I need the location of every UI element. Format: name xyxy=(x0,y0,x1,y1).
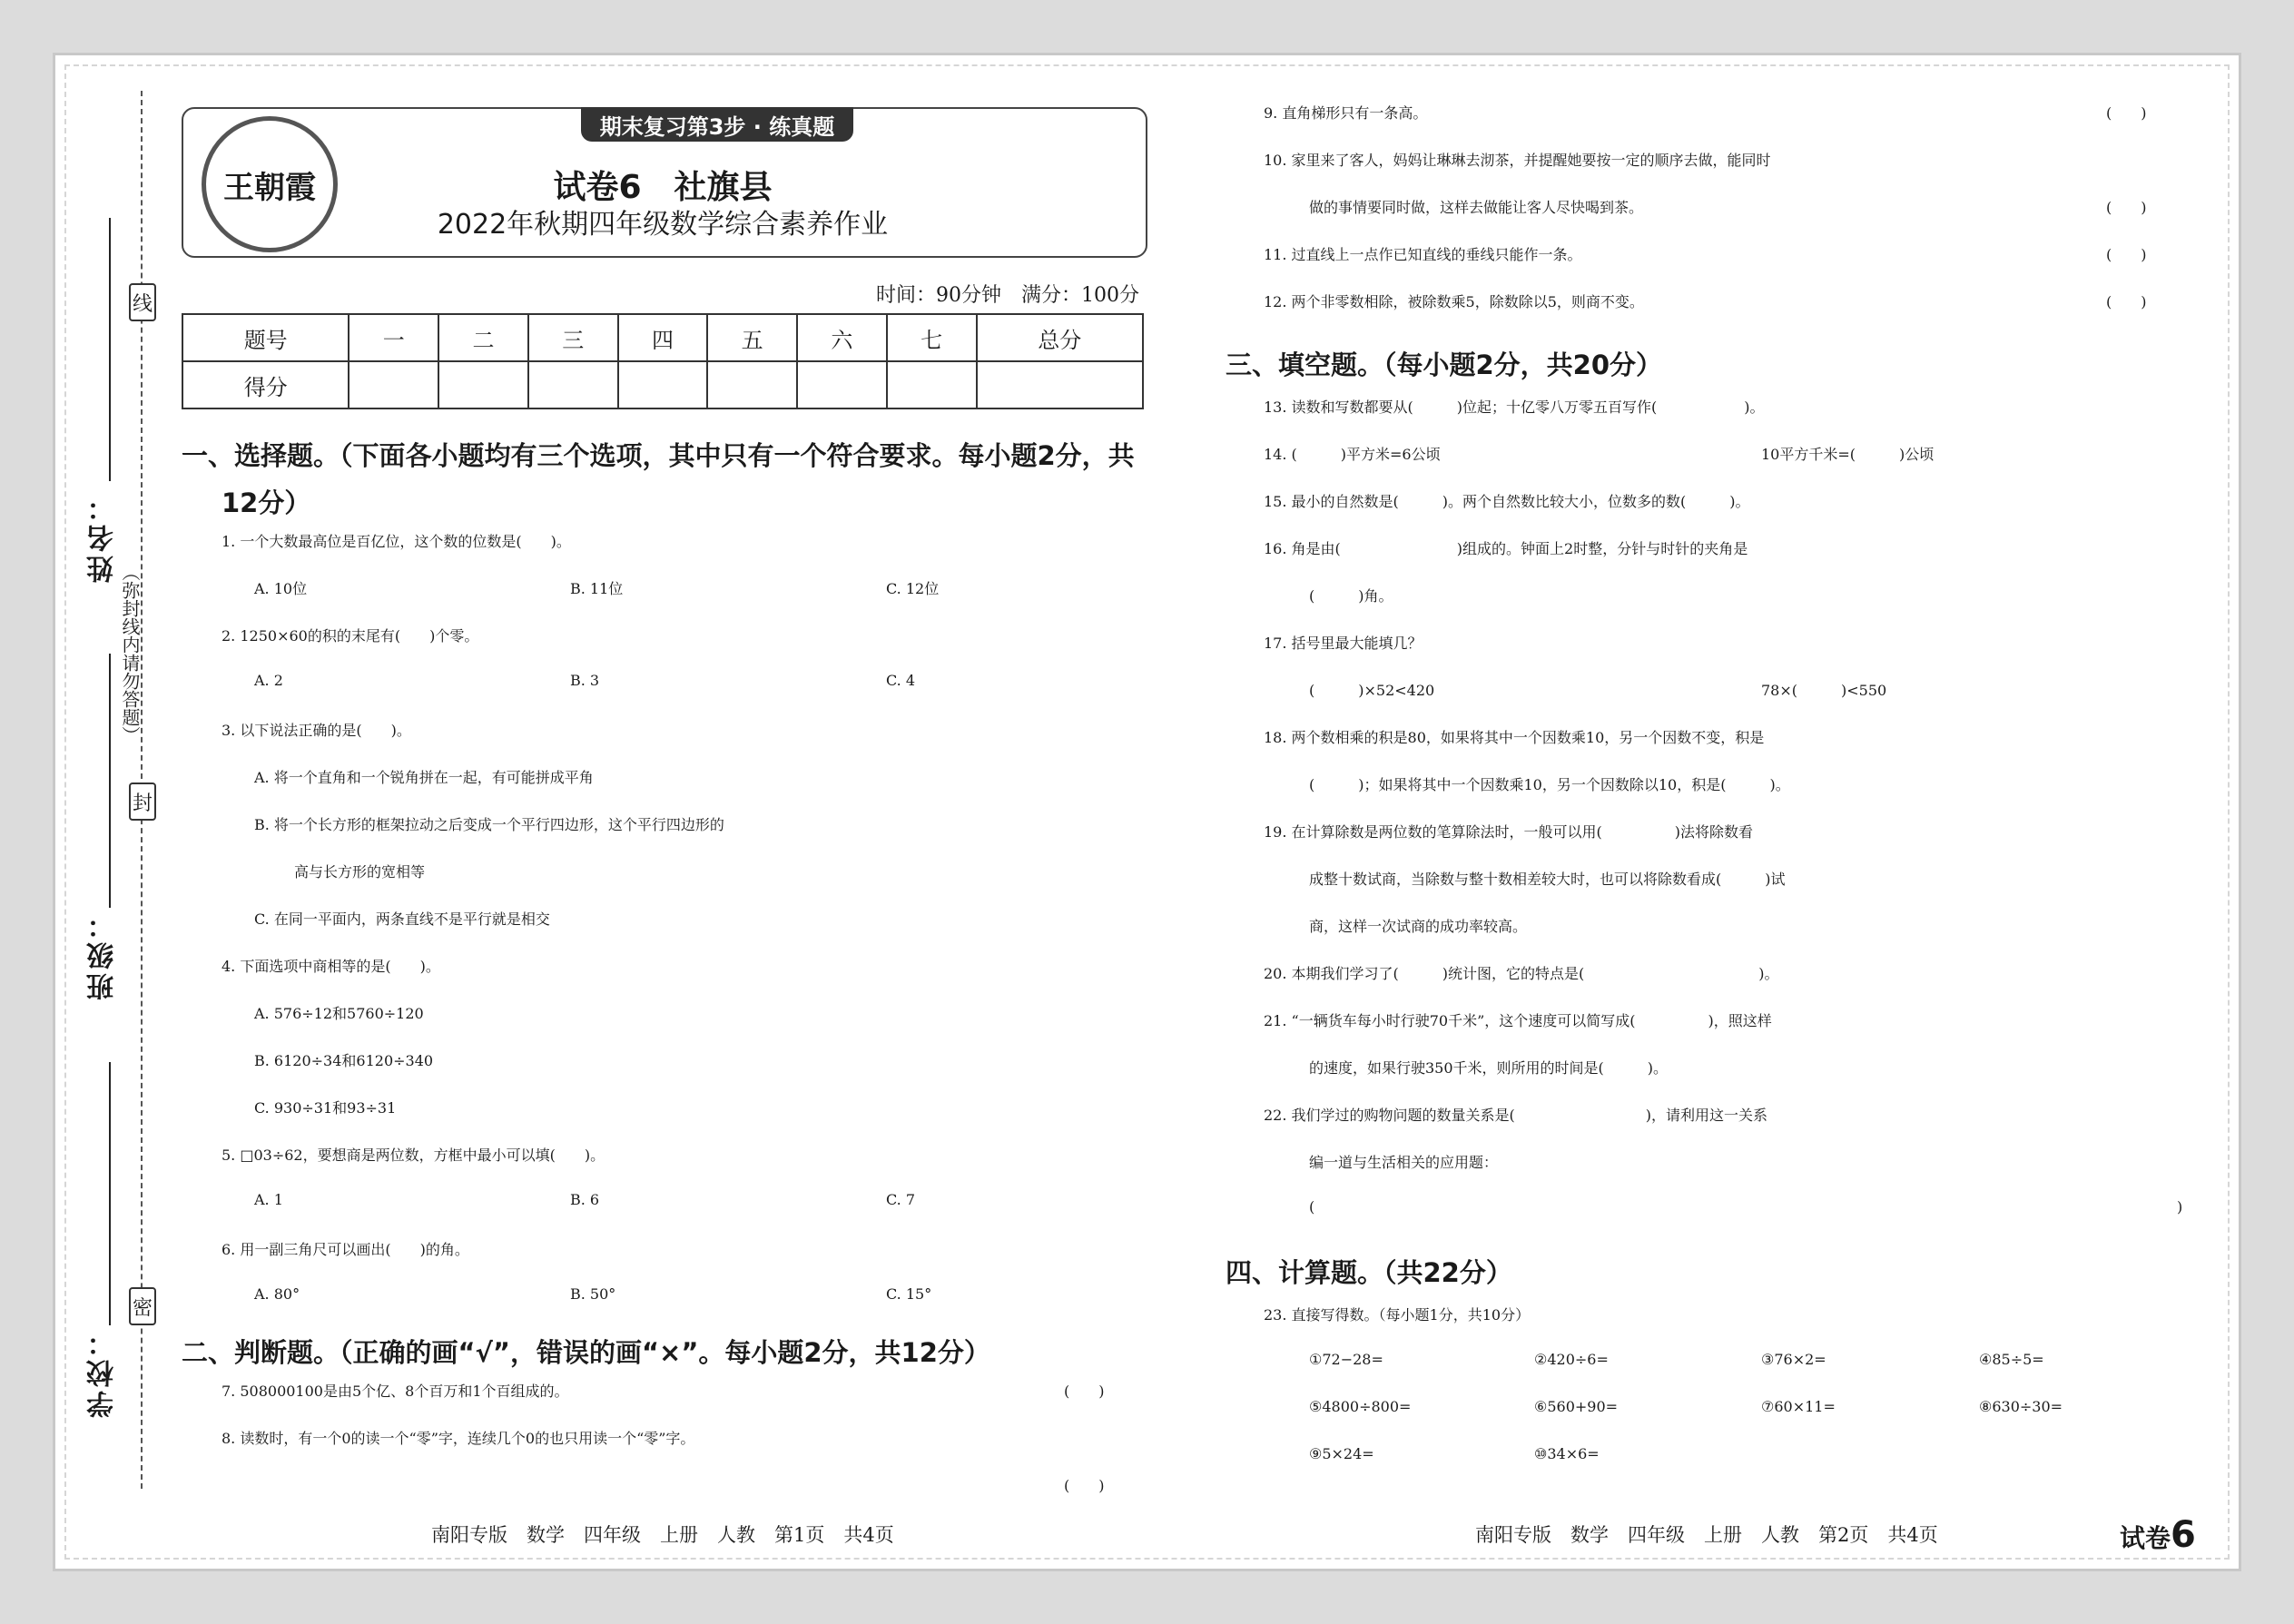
score-header-row xyxy=(182,314,1143,361)
option: B. 11位 xyxy=(570,580,624,597)
question-10: 10. 家里来了客人，妈妈让琳琳去沏茶，并提醒她要按一定的顺序去做，能同时 xyxy=(1264,152,1771,169)
question-3: 3. 以下说法正确的是( )。 xyxy=(222,722,411,739)
question-18: 18. 两个数相乘的积是80，如果将其中一个因数乘10，另一个因数不变，积是 xyxy=(1264,729,1765,746)
question-5: 5. □03÷62，要想商是两位数，方框中最小可以填( )。 xyxy=(222,1147,605,1164)
score-header-cell: 二 xyxy=(438,314,528,361)
score-header-cell: 五 xyxy=(707,314,797,361)
answer-paren[interactable]: ( ) xyxy=(2106,246,2147,263)
score-table xyxy=(182,313,1144,409)
calc-item: ④85÷5= xyxy=(1979,1351,2044,1368)
calc-item: ③76×2= xyxy=(1761,1351,1826,1368)
question-1: 1. 一个大数最高位是百亿位，这个数的位数是( )。 xyxy=(222,533,571,550)
calc-item: ⑤4800÷800= xyxy=(1309,1398,1412,1415)
question-4: 4. 下面选项中商相等的是( )。 xyxy=(222,958,440,975)
question-22: 22. 我们学过的购物问题的数量关系是( )，请利用这一关系 xyxy=(1264,1107,1768,1124)
binding-mark-secret: 密 xyxy=(129,1287,156,1325)
score-header-cell: 六 xyxy=(797,314,887,361)
logo-text: 王朝霞 xyxy=(223,169,316,206)
question-17b: 78×( )<550 xyxy=(1761,682,1887,699)
calc-item: ⑩34×6= xyxy=(1534,1445,1600,1462)
footer-left: 南阳专版 数学 四年级 上册 人教 第1页 共4页 xyxy=(431,1524,894,1546)
option: C. 4 xyxy=(886,672,916,689)
footer-right: 南阳专版 数学 四年级 上册 人教 第2页 共4页 xyxy=(1475,1524,1938,1546)
badge-number: 6 xyxy=(2171,1514,2196,1556)
answer-paren[interactable]: ( ) xyxy=(1064,1383,1105,1400)
calc-item: ⑨5×24= xyxy=(1309,1445,1374,1462)
option: C. 在同一平面内，两条直线不是平行就是相交 xyxy=(254,910,550,928)
calc-item: ⑥560+90= xyxy=(1534,1398,1619,1415)
binding-notice: （弥封线内请勿答题） xyxy=(119,563,141,744)
question-2: 2. 1250×60的积的末尾有( )个零。 xyxy=(222,627,479,645)
score-row xyxy=(182,361,1143,408)
question-20: 20. 本期我们学习了( )统计图，它的特点是( )。 xyxy=(1264,965,1779,982)
option: B. 将一个长方形的框架拉动之后变成一个平行四边形，这个平行四边形的 xyxy=(254,816,724,833)
calc-item: ②420÷6= xyxy=(1534,1351,1609,1368)
exam-meta: 时间：90分钟 满分：100分 xyxy=(876,284,1139,307)
question-16: 16. 角是由( )组成的。钟面上2时整，分针与时针的夹角是 xyxy=(1264,540,1748,557)
class-field[interactable] xyxy=(109,654,111,908)
question-19-cont: 成整十数试商，当除数与整十数相差较大时，也可以将除数看成( )试 xyxy=(1309,871,1786,888)
section-1-title: 一、选择题。（下面各小题均有三个选项，其中只有一个符合要求。每小题2分，共 xyxy=(182,440,1135,471)
question-16-cont: ( )角。 xyxy=(1309,587,1393,605)
question-22-cont: 编一道与生活相关的应用题： xyxy=(1309,1154,1499,1171)
option: A. 10位 xyxy=(254,580,308,597)
answer-paren[interactable]: ( ) xyxy=(2106,104,2147,122)
question-13: 13. 读数和写数都要从( )位起；十亿零八万零五百写作( )。 xyxy=(1264,399,1765,416)
question-8: 8. 读数时，有一个0的读一个“零”字，连续几个0的也只用读一个“零”字。 xyxy=(222,1430,695,1447)
question-18-cont: ( )；如果将其中一个因数乘10，另一个因数除以10，积是( )。 xyxy=(1309,776,1790,793)
question-14b: 10平方千米=( )公顷 xyxy=(1761,446,1935,463)
question-10-cont: 做的事情要同时做，这样去做能让客人尽快喝到茶。 xyxy=(1309,199,1644,216)
score-cell[interactable] xyxy=(438,361,528,408)
header-tab: 期末复习第3步 · 练真题 xyxy=(581,107,853,142)
score-row-label: 得分 xyxy=(182,361,349,408)
score-header-cell: 七 xyxy=(887,314,977,361)
section-2-title: 二、判断题。（正确的画“√”，错误的画“×”。每小题2分，共12分） xyxy=(182,1337,990,1368)
section-1-title-cont: 12分） xyxy=(222,487,311,518)
question-9: 9. 直角梯形只有一条高。 xyxy=(1264,104,1428,122)
question-17: 17. 括号里最大能填几？ xyxy=(1264,635,1423,652)
option-cont: 高与长方形的宽相等 xyxy=(294,863,426,881)
calc-item: ⑦60×11= xyxy=(1761,1398,1836,1415)
score-header-cell: 总分 xyxy=(977,314,1143,361)
option: A. 将一个直角和一个锐角拼在一起，有可能拼成平角 xyxy=(254,769,594,786)
score-cell[interactable] xyxy=(349,361,438,408)
answer-paren-close[interactable]: ) xyxy=(2177,1198,2183,1216)
paper-subtitle: 2022年秋期四年级数学综合素养作业 xyxy=(437,209,889,241)
score-header-cell: 一 xyxy=(349,314,438,361)
question-6: 6. 用一副三角尺可以画出( )的角。 xyxy=(222,1241,469,1258)
answer-paren[interactable]: ( ) xyxy=(2106,293,2147,310)
option: C. 7 xyxy=(886,1191,916,1208)
option: B. 50° xyxy=(570,1285,616,1303)
paper-title: 试卷6 社旗县 xyxy=(553,169,773,206)
option: C. 930÷31和93÷31 xyxy=(254,1099,397,1117)
score-header-cell: 三 xyxy=(528,314,618,361)
school-field[interactable] xyxy=(109,1062,111,1325)
section-4-title: 四、计算题。（共22分） xyxy=(1226,1257,1512,1288)
score-cell[interactable] xyxy=(977,361,1143,408)
section-3-title: 三、填空题。（每小题2分，共20分） xyxy=(1226,349,1663,380)
class-label: 班级： xyxy=(87,908,119,1000)
score-cell[interactable] xyxy=(707,361,797,408)
question-7: 7. 508000100是由5个亿、8个百万和1个百组成的。 xyxy=(222,1383,569,1400)
question-21: 21. “一辆货车每小时行驶70千米”，这个速度可以简写成( )，照这样 xyxy=(1264,1012,1772,1029)
paper-badge xyxy=(2120,1514,2196,1556)
binding-mark-seal: 封 xyxy=(129,782,156,821)
answer-paren[interactable]: ( ) xyxy=(2106,199,2147,216)
calc-item: ①72−28= xyxy=(1309,1351,1383,1368)
answer-paren-open[interactable]: ( xyxy=(1309,1198,1315,1216)
question-12: 12. 两个非零数相除，被除数乘5，除数除以5，则商不变。 xyxy=(1264,293,1644,310)
option: C. 15° xyxy=(886,1285,932,1303)
question-23: 23. 直接写得数。（每小题1分，共10分） xyxy=(1264,1306,1531,1324)
option: A. 1 xyxy=(254,1191,283,1208)
score-header-cell: 四 xyxy=(618,314,708,361)
option: B. 3 xyxy=(570,672,600,689)
score-cell[interactable] xyxy=(528,361,618,408)
question-17a: ( )×52<420 xyxy=(1309,682,1435,699)
answer-paren[interactable]: ( ) xyxy=(1064,1477,1105,1494)
option: B. 6 xyxy=(570,1191,600,1208)
question-19: 19. 在计算除数是两位数的笔算除法时，一般可以用( )法将除数看 xyxy=(1264,823,1754,841)
question-19-cont2: 商，这样一次试商的成功率较高。 xyxy=(1309,918,1528,935)
calc-item: ⑧630÷30= xyxy=(1979,1398,2063,1415)
name-label: 姓名： xyxy=(87,490,119,583)
option: C. 12位 xyxy=(886,580,940,597)
question-14a: 14. ( )平方米=6公顷 xyxy=(1264,446,1441,463)
question-15: 15. 最小的自然数是( )。两个自然数比较大小，位数多的数( )。 xyxy=(1264,493,1750,510)
score-cell[interactable] xyxy=(887,361,977,408)
option: A. 80° xyxy=(254,1285,300,1303)
question-11: 11. 过直线上一点作已知直线的垂线只能作一条。 xyxy=(1264,246,1582,263)
option: A. 576÷12和5760÷120 xyxy=(254,1005,424,1022)
score-cell[interactable] xyxy=(797,361,887,408)
option: B. 6120÷34和6120÷340 xyxy=(254,1052,434,1069)
binding-mark-line: 线 xyxy=(129,283,156,321)
score-cell[interactable] xyxy=(618,361,708,408)
score-header-cell: 题号 xyxy=(182,314,349,361)
badge-label: 试卷 xyxy=(2120,1523,2171,1553)
school-label: 学校： xyxy=(87,1325,119,1418)
question-21-cont: 的速度，如果行驶350千米，则所用的时间是( )。 xyxy=(1309,1059,1669,1077)
name-field[interactable] xyxy=(109,218,111,481)
option: A. 2 xyxy=(254,672,283,689)
